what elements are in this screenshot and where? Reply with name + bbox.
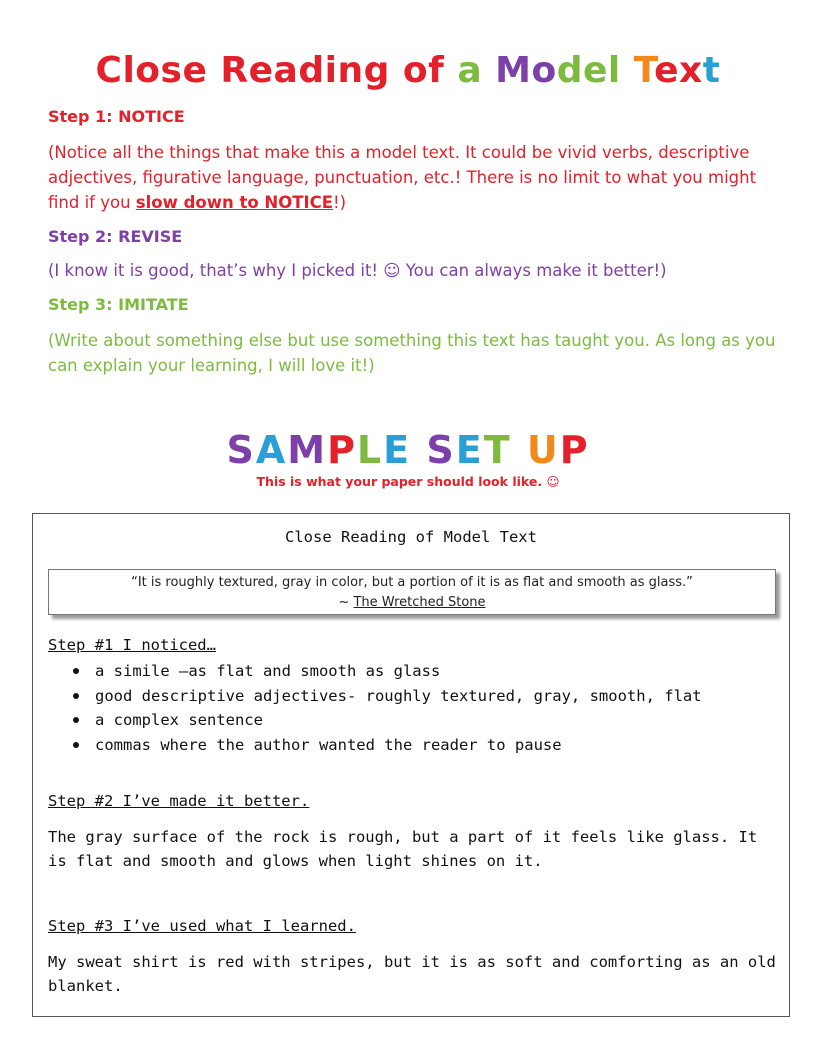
sample-title-part: A xyxy=(255,428,288,472)
sample-title-part: M xyxy=(287,428,328,472)
sample-title-part: L xyxy=(356,428,384,472)
sample-title-part: E xyxy=(455,428,484,472)
step2-heading: Step 2: REVISE xyxy=(48,227,183,246)
step2-body: (I know it is good, that’s why I picked it! ☺ You can always make it better!) xyxy=(48,261,667,280)
step1-emphasis: slow down to NOTICE xyxy=(135,193,334,212)
sample-title-part: U xyxy=(526,428,560,472)
step2-revise-heading: Step #2 I’ve made it better. xyxy=(48,792,310,810)
list-item: a complex sentence xyxy=(73,708,702,733)
sample-title-part: T xyxy=(483,428,512,472)
sample-title-part: S xyxy=(426,428,456,472)
sample-title-part: P xyxy=(559,428,590,472)
sample-title-part: S xyxy=(226,428,256,472)
title-part: ex xyxy=(654,50,703,91)
step3-imitate-heading: Step #3 I’ve used what I learned. xyxy=(48,917,356,935)
step1-heading: Step 1: NOTICE xyxy=(48,107,185,126)
step1-notice-heading: Step #1 I noticed… xyxy=(48,636,216,654)
list-item: commas where the author wanted the reader to pause xyxy=(73,733,702,758)
step3-heading: Step 3: IMITATE xyxy=(48,295,189,314)
notice-list xyxy=(73,659,702,757)
step3-imitate-text: My sweat shirt is red with stripes, but it is as soft and comforting as an old blanket. xyxy=(48,953,776,995)
list-item: a simile –as flat and smooth as glass xyxy=(73,659,702,684)
title-part: Mo xyxy=(495,50,557,91)
title-part: T xyxy=(633,50,655,91)
title-part: t xyxy=(702,50,721,91)
sample-title xyxy=(0,428,816,472)
quote-attribution xyxy=(49,593,775,613)
step1-body-text: (Notice all the things that make this a model text. It could be vivid verbs, descriptive adjectives, figurative language, punctuation, etc.! There is no limit to what you might find if you xyxy=(48,143,757,212)
quote-source: The Wretched Stone xyxy=(353,595,486,610)
title-part: del xyxy=(556,50,634,91)
title-part xyxy=(482,50,495,91)
sample-title-part xyxy=(411,428,426,472)
step1-body-end: !) xyxy=(333,193,347,212)
page-title xyxy=(0,50,816,91)
quote-box xyxy=(48,569,776,615)
quote-prefix: ~ xyxy=(338,595,354,610)
step3-body: (Write about something else but use something this text has taught you. As long as you can explain your learning, I will love it!) xyxy=(48,331,776,375)
sample-title-part: E xyxy=(383,428,412,472)
step2-revise-text: The gray surface of the rock is rough, but a part of it feels like glass. It is flat and smooth and glows when light shines on it. xyxy=(48,828,758,870)
box-title: Close Reading of Model Text xyxy=(285,528,537,546)
quote-text: “It is roughly textured, gray in color, but a portion of it is as flat and smooth as glass.” xyxy=(131,575,693,590)
sample-box xyxy=(32,513,790,1017)
title-part: a xyxy=(457,50,483,91)
sample-title-part xyxy=(512,428,527,472)
sample-title-part: P xyxy=(327,428,357,472)
step1-body xyxy=(48,140,788,215)
title-part: Close Reading of xyxy=(95,50,458,91)
list-item: good descriptive adjectives- roughly textured, gray, smooth, flat xyxy=(73,684,702,709)
sample-subtitle: This is what your paper should look like. ☺ xyxy=(256,474,560,489)
